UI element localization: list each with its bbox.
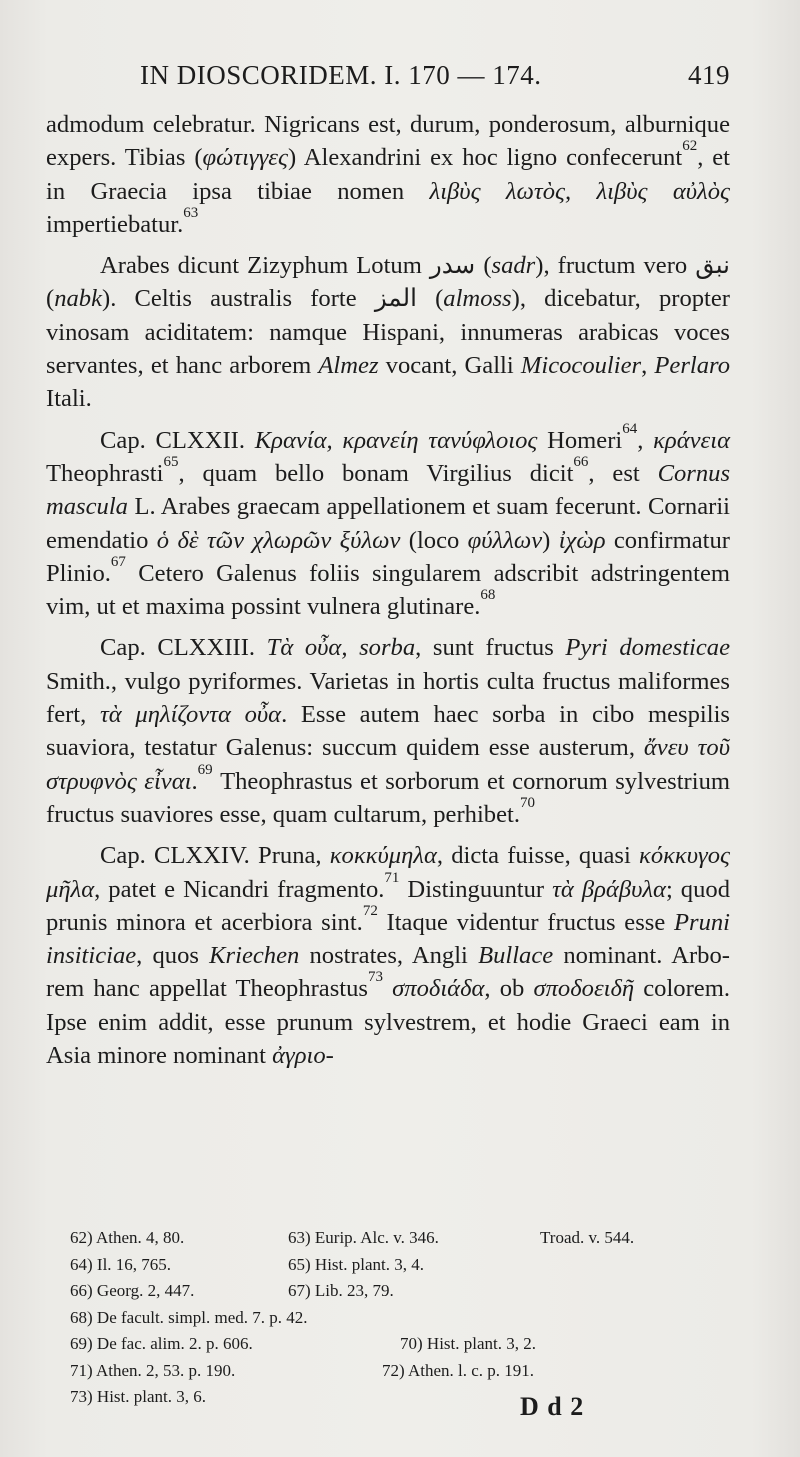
italic-text: τὰ βράβυλα	[552, 875, 666, 903]
text-run: Smith., vulgo pyriformes. Varietas in hortis culta fructus maliformes fert,	[46, 667, 730, 729]
footnotes	[70, 1225, 730, 1411]
italic-text: Almez	[318, 352, 379, 380]
footnote-ref: 64	[622, 420, 638, 437]
italic-text: κόκκυγος μῆλα	[46, 842, 730, 903]
text-run: Theophrastus et sorborum et cornorum sylvestrium fructus suaviores esse, quam cultarum, perhibet.	[46, 767, 730, 828]
text-run: nominant. Arborem hanc appellat Theophrastus	[46, 942, 730, 1003]
text-run: ) Alexandrini ex hoc ligno confecerunt	[287, 144, 683, 172]
footnote-ref: 73	[368, 969, 383, 986]
italic-text: ἰχὼρ	[558, 526, 606, 554]
text-run	[383, 975, 392, 1002]
italic-text: Τὰ οὖα, sorba	[266, 634, 416, 662]
footnote: 70) Hist. plant. 3, 2.	[400, 1334, 536, 1353]
italic-text: Cornus mascula	[46, 459, 731, 521]
italic-text: almoss	[443, 285, 512, 313]
footnote-row	[70, 1278, 730, 1305]
running-title: IN DIOSCORIDEM. I. 170 — 174.	[140, 60, 542, 90]
text-run: , sunt fructus	[415, 634, 566, 662]
text-run: , patet e Nicandri fragmento.	[94, 875, 385, 903]
footnote-ref: 69	[197, 761, 213, 778]
paragraph	[46, 420, 731, 624]
italic-text: κράνεια	[653, 426, 730, 454]
italic-text: σποδιάδα	[392, 975, 485, 1003]
italic-text: φύλλων	[467, 526, 543, 554]
text-run: Theophrasti	[46, 459, 164, 487]
text-run: ), fructum vero نبق (	[46, 252, 731, 313]
italic-text: Kriechen	[209, 942, 300, 970]
text-run: , est	[588, 459, 658, 487]
footnote: 72) Athen. l. c. p. 191.	[382, 1360, 535, 1380]
text-run: )	[542, 526, 559, 554]
italic-text: τὰ μηλίζοντα οὖα	[99, 701, 282, 729]
italic-text: ἀγριο-	[272, 1042, 334, 1070]
text-run: ). Celtis australis forte المز (	[102, 285, 444, 313]
page-number: 419	[688, 60, 730, 90]
text-run: (loco	[400, 526, 468, 554]
footnote-ref: 71	[384, 869, 400, 886]
text-run: , et in Graecia ipsa tibiae nomen	[46, 144, 730, 205]
text-run: , quam bello bonam Virgilius dicit	[178, 459, 574, 487]
italic-text: φώτιγγες	[202, 144, 288, 172]
italic-text: nabk	[54, 285, 103, 313]
paragraph	[46, 839, 730, 1072]
italic-text: λιβὺς λωτὸς, λιβὺς αὐλὸς	[429, 177, 730, 205]
text-run: confirmatur Plinio.	[46, 526, 730, 587]
italic-text: Bullace	[478, 942, 554, 970]
text-run: ,	[637, 426, 654, 454]
text-run: impertiebatur.	[46, 210, 184, 238]
text-run: Cap. CLXXII.	[100, 426, 255, 454]
footnote-ref: 68	[480, 587, 496, 604]
paragraph	[46, 108, 730, 241]
main-text	[46, 108, 730, 1072]
footnote-ref: 65	[163, 453, 179, 470]
footnote: 67) Lib. 23, 79.	[288, 1281, 394, 1300]
footnote-ref: 72	[362, 902, 378, 919]
footnote: 69) De fac. alim. 2. p. 606.	[70, 1334, 253, 1353]
footnote-row	[70, 1331, 730, 1358]
text-run: vocant, Galli	[378, 352, 521, 380]
text-run: Distinguuntur	[399, 875, 553, 903]
footnote: Troad. v. 544.	[540, 1228, 635, 1247]
italic-text: κοκκύμηλα	[329, 842, 437, 870]
footnote-ref: 63	[183, 204, 199, 221]
text-run: Itali.	[46, 385, 92, 413]
text-run: Cap. CLXXIII.	[100, 634, 267, 662]
footnote: 63) Eurip. Alc. v. 346.	[288, 1228, 439, 1247]
paragraph	[46, 249, 730, 415]
text-run: Cetero Galenus foliis singularem adscribit adstringentem vim, ut et maxima possint vulnera glutinare.	[46, 559, 730, 621]
italic-text: Perlaro	[654, 352, 731, 380]
footnote-ref: 66	[573, 453, 589, 470]
footnote-ref: 67	[110, 553, 126, 570]
italic-text: σποδοειδῆ	[533, 975, 635, 1003]
text-run: ,	[641, 352, 655, 380]
footnote-row	[70, 1225, 730, 1252]
text-run: .	[191, 767, 198, 795]
text-run: , quos	[136, 942, 210, 970]
italic-text: sadr	[491, 252, 536, 280]
footnote: 68) De facult. simpl. med. 7. p. 42.	[70, 1307, 308, 1327]
footnote-ref: 70	[519, 794, 535, 811]
footnote: 71) Athen. 2, 53. p. 190.	[70, 1360, 236, 1380]
italic-text: Pyri domesticae	[565, 634, 730, 662]
text-run: admodum celebratur. Nigricans est, durum, ponderosum, alburnique expers. Tibias (	[46, 111, 730, 172]
footnote-row	[70, 1358, 730, 1385]
running-header	[140, 60, 730, 96]
footnote-row	[70, 1305, 730, 1332]
text-run: Arabes dicunt Zizyphum Lotum سدر (	[100, 252, 492, 280]
text-run: Itaque videntur fructus esse	[377, 908, 674, 936]
footnote-ref: 62	[682, 138, 698, 155]
text-run: Homeri	[537, 426, 623, 454]
footnote: 65) Hist. plant. 3, 4.	[288, 1254, 424, 1274]
text-run: colorem. Ipse enim addit, esse prunum sylvestrem, et hodie Graeci eam in Asia minore nominant	[46, 975, 730, 1070]
footnote: 64) Il. 16, 765.	[70, 1254, 172, 1274]
text-run: , dicta fuisse, quasi	[436, 842, 640, 870]
italic-text: Κρανία, κρανείη τανύφλοιος	[254, 426, 538, 454]
text-run: nostrates, Angli	[299, 942, 479, 970]
text-run: Cap. CLXXIV. Pruna,	[100, 842, 330, 870]
text-run: ; quod prunis minora et acerbiora sint.	[46, 875, 730, 936]
text-run: , ob	[484, 975, 534, 1003]
footnote-row	[70, 1252, 730, 1279]
text-run: . Esse autem haec sorba in cibo mespilis suaviora, testatur Galenus: succum quidem esse austerum,	[46, 701, 730, 762]
footnote: 62) Athen. 4, 80.	[70, 1228, 185, 1247]
italic-text: Micocoulier	[520, 352, 642, 380]
text-run: L. Arabes graecam appellationem et suam fecerunt. Cornarii emendatio	[46, 493, 730, 554]
footnote: 66) Georg. 2, 447.	[70, 1281, 195, 1300]
paragraph	[46, 631, 730, 831]
italic-text: Pruni insiticiae	[46, 908, 730, 970]
italic-text: ὁ δὲ τῶν χλωρῶν ξύλων	[156, 526, 401, 554]
text-run: ), dicebatur, propter vinosam aciditatem: namque Hispani, innumeras arabicas voces servantes, et hanc arborem	[46, 285, 730, 380]
footnote: 73) Hist. plant. 3, 6.	[70, 1387, 206, 1406]
footnote-row	[70, 1384, 730, 1411]
signature-mark: D d 2	[520, 1392, 585, 1421]
italic-text: ἄνευ τοῦ στρυφνὸς εἶναι	[46, 734, 731, 795]
